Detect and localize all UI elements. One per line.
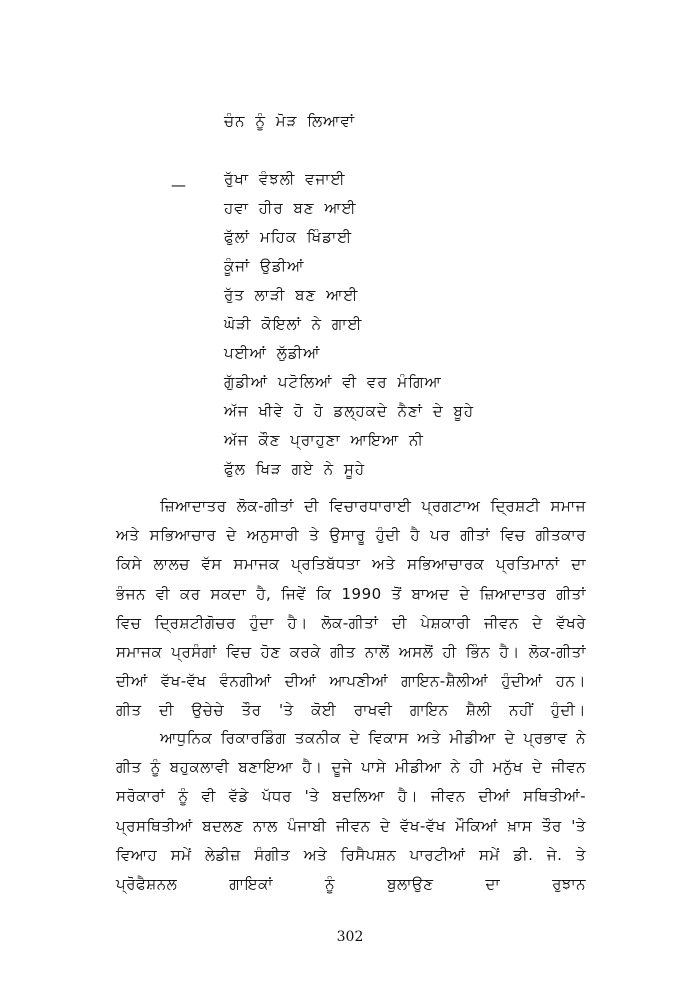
body-paragraph-1: ਜ਼ਿਆਦਾਤਰ ਲੋਕ-ਗੀਤਾਂ ਦੀ ਵਿਚਾਰਧਾਰਾਈ ਪ੍ਰਗਟਾਅ ਦ੍ਰਿਸ਼ਟੀ ਸਮਾਜ ਅਤੇ ਸਭਿਆਚਾਰ ਦੇ ਅਨੁਸਾਰੀ ਤੇ ਉਸਾਰੂ ਹੁੰਦੀ ਹੈ ਪਰ ਗੀਤਾਂ ਵਿਚ ਗੀਤਕਾਰ ਕਿਸੇ ਲਾਲਚ ਵੱਸ ਸਮਾਜਕ ਪ੍ਰਤਿਬੱਧਤਾ ਅਤੇ ਸਭਿਆਚਾਰਕ ਪ੍ਰਤਿਮਾਨਾਂ ਦਾ ਭੰਜਨ ਵੀ ਕਰ ਸਕਦਾ ਹੈ, ਜਿਵੇਂ ਕਿ 1990 ਤੋਂ ਬਾਅਦ ਦੇ ਜ਼ਿਆਦਾਤਰ ਗੀਤਾਂ ਵਿਚ ਦ੍ਰਿਸ਼ਟੀਗੋਚਰ ਹੁੰਦਾ ਹੈ। ਲੋਕ-ਗੀਤਾਂ ਦੀ ਪੇਸ਼ਕਾਰੀ ਜੀਵਨ ਦੇ ਵੱਖਰੇ ਸਮਾਜਕ ਪ੍ਰਸੰਗਾਂ ਵਿਚ ਹੋਣ ਕਰਕੇ ਗੀਤ ਨਾਲੋਂ ਅਸਲੋਂ ਹੀ ਭਿੰਨ ਹੈ। ਲੋਕ-ਗੀਤਾਂ ਦੀਆਂ ਵੱਖ-ਵੱਖ ਵੰਨਗੀਆਂ ਦੀਆਂ ਆਪਣੀਆਂ ਗਾਇਨ-ਸ਼ੈਲੀਆਂ ਹੁੰਦੀਆਂ ਹਨ। ਗੀਤ ਦੀ ਉਚੇਚੇ ਤੌਰ 'ਤੇ ਕੋਈ ਰਾਖਵੀ ਗਾਇਨ ਸ਼ੈਲੀ ਨਹੀਂ ਹੁੰਦੀ। <box>116 497 586 720</box>
song-line: ਫੁੱਲ ਖਿੜ ਗਏ ਨੇ ਸੂਹੇ <box>224 460 366 478</box>
page-number: 302 <box>336 929 364 945</box>
song-line: ਹਵਾ ਹੀਰ ਬਣ ਆਈ <box>224 199 357 217</box>
song-line: ਰੁੱਤ ਲਾੜੀ ਬਣ ਆਈ <box>224 286 359 304</box>
body-paragraph-2: ਆਧੁਨਿਕ ਰਿਕਾਰਡਿੰਗ ਤਕਨੀਕ ਦੇ ਵਿਕਾਸ ਅਤੇ ਮੀਡੀਆ ਦੇ ਪ੍ਰਭਾਵ ਨੇ ਗੀਤ ਨੂੰ ਬਹੁਕਲਾਵੀ ਬਣਾਇਆ ਹੈ। ਦੂਜੇ ਪਾਸੇ ਮੀਡੀਆ ਨੇ ਹੀ ਮਨੁੱਖ ਦੇ ਜੀਵਨ ਸਰੋਕਾਰਾਂ ਨੂੰ ਵੀ ਵੱਡੇ ਪੱਧਰ 'ਤੇ ਬਦਲਿਆ ਹੈ। ਜੀਵਨ ਦੀਆਂ ਸਥਿਤੀਆਂ-ਪ੍ਰਸਥਿਤੀਆਂ ਬਦਲਣ ਨਾਲ ਪੰਜਾਬੀ ਜੀਵਨ ਦੇ ਵੱਖ-ਵੱਖ ਮੌਕਿਆਂ ਖ਼ਾਸ ਤੌਰ 'ਤੇ ਵਿਆਹ ਸਮੇਂ ਲੇਡੀਜ਼ ਸੰਗੀਤ ਅਤੇ ਰਿਸੈਪਸ਼ਨ ਪਾਰਟੀਆਂ ਸਮੇਂ ਡੀ. ਜੇ. ਤੇ ਪ੍ਰੋਫੈਸ਼ਨਲ ਗਾਇਕਾਂ ਨੂੰ ਬੁਲਾਉਣ ਦਾ ਰੁਝਾਨ <box>116 729 586 894</box>
verse-opening-line: ਚੰਨ ਨੂੰ ਮੋੜ ਲਿਆਵਾਂ <box>224 112 356 130</box>
song-line: ਪਈਆਂ ਲੁੱਡੀਆਂ <box>224 344 321 362</box>
song-line: ਅੱਜ ਕੌਣ ਪ੍ਰਾਹੁਣਾ ਆਇਆ ਨੀ <box>224 431 424 449</box>
song-line: ਰੁੱਖਾ ਵੰਝਲੀ ਵਜਾਈ <box>224 170 346 188</box>
song-line: ਕੂੰਜਾਂ ਉਡੀਆਂ <box>224 257 305 275</box>
song-line: ਘੋੜੀ ਕੋਇਲਾਂ ਨੇ ਗਾਈ <box>224 315 363 333</box>
song-line: ਅੱਜ ਖੀਵੇ ਹੋ ਹੋ ਡਲ੍ਹਕਦੇ ਨੈਣਾਂ ਦੇ ਬੂਹੇ <box>224 402 475 420</box>
verse-dash: — <box>171 176 186 194</box>
song-line: ਗੁੱਡੀਆਂ ਪਟੋਲਿਆਂ ਵੀ ਵਰ ਮੰਗਿਆ <box>224 373 442 391</box>
song-line: ਫੁੱਲਾਂ ਮਹਿਕ ਖਿੰਡਾਈ <box>224 228 353 246</box>
